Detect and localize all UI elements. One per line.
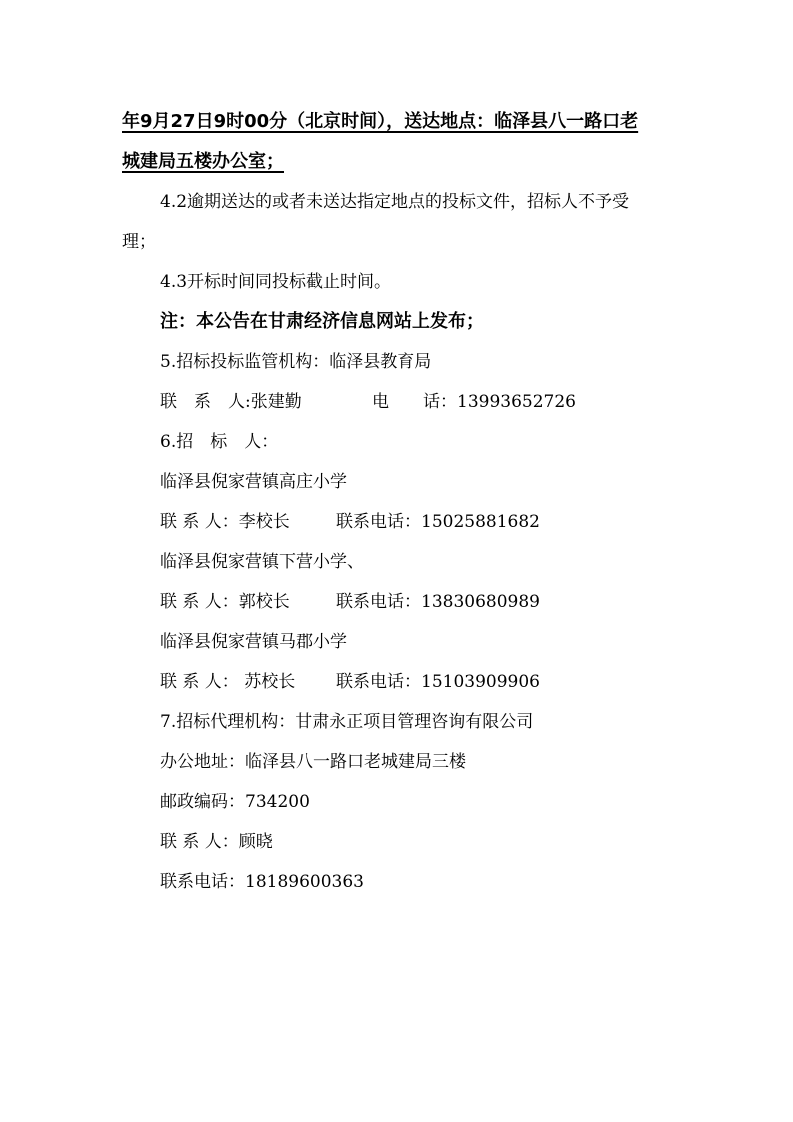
supervisory-agency: 5.招标投标监管机构：临泽县教育局: [160, 352, 432, 372]
deadline-location-line-1: 年9月27日9时00分（北京时间），送达地点：临泽县八一路口老: [122, 111, 639, 132]
publication-note: 注：本公告在甘肃经济信息网站上发布；: [160, 311, 484, 332]
tenderer-2-name: 临泽县倪家营镇下营小学、: [160, 552, 364, 572]
clause-4-2-line-2: 理；: [122, 232, 156, 252]
clause-4-3: 4.3开标时间同投标截止时间。: [160, 272, 392, 292]
tenderer-2-contact-phone: 联系电话：13830680989: [336, 592, 540, 612]
tenderer-3-contact-phone: 联系电话：15103909906: [336, 672, 540, 692]
supervisory-contact-phone: 电 话：13993652726: [372, 392, 576, 412]
supervisory-contact-person: 联 系 人:张建勤: [160, 392, 302, 412]
deadline-location-line-2: 城建局五楼办公室；: [122, 151, 284, 172]
tenderer-3-name: 临泽县倪家营镇马郡小学: [160, 632, 347, 652]
tenderer-heading: 6.招 标 人：: [160, 432, 279, 452]
tenderer-1-contact-phone: 联系电话：15025881682: [336, 512, 540, 532]
tenderer-1-name: 临泽县倪家营镇高庄小学: [160, 472, 347, 492]
agency-postcode: 邮政编码：734200: [160, 792, 310, 812]
tenderer-1-contact-person: 联 系 人：李校长: [160, 512, 290, 532]
agency-name: 7.招标代理机构：甘肃永正项目管理咨询有限公司: [160, 712, 534, 732]
agency-address: 办公地址：临泽县八一路口老城建局三楼: [160, 752, 466, 772]
agency-contact-person: 联 系 人：顾晓: [160, 832, 273, 852]
agency-contact-phone: 联系电话：18189600363: [160, 872, 364, 892]
tenderer-2-contact-person: 联 系 人：郭校长: [160, 592, 290, 612]
clause-4-2-line-1: 4.2逾期送达的或者未送达指定地点的投标文件，招标人不予受: [160, 192, 630, 212]
tenderer-3-contact-person: 联 系 人： 苏校长: [160, 672, 296, 692]
